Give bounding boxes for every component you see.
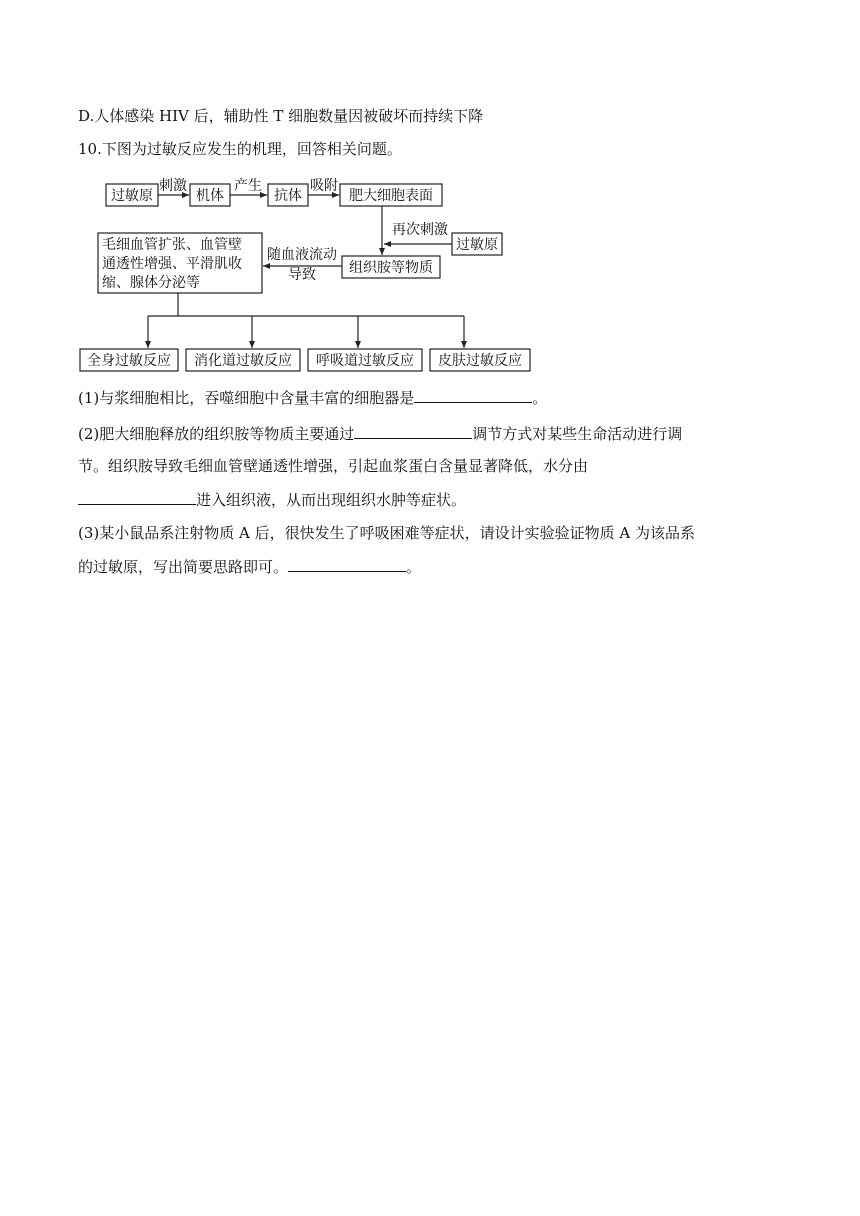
q1-answer-blank[interactable]: [414, 387, 532, 403]
label-blood-flow-1: 随血液流动: [267, 247, 337, 263]
q2-line3-text: 进入组织液，从而出现组织水肿等症状。: [196, 491, 467, 509]
label-antibody: 抗体: [274, 188, 302, 204]
q2-answer-blank-1[interactable]: [354, 423, 472, 439]
label-mast-cell-surface: 肥大细胞表面: [349, 188, 433, 204]
label-body: 机体: [196, 188, 224, 204]
question-1: [78, 387, 547, 408]
label-produce: 产生: [234, 178, 262, 194]
question-2-line-3: [78, 489, 466, 510]
question-2-line-1: [78, 423, 682, 444]
q3-answer-blank[interactable]: [288, 556, 406, 572]
label-effects-1: 毛细血管扩张、血管壁: [102, 237, 242, 253]
label-histamine: 组织胺等物质: [349, 260, 433, 276]
q2-text-b: 调节方式对某些生命活动进行调: [472, 425, 683, 443]
label-stimulate: 刺激: [159, 178, 187, 194]
question-10-stem: 10.下图为过敏反应发生的机理，回答相关问题。: [78, 140, 402, 158]
option-d: D.人体感染 HIV 后，辅助性 T 细胞数量因被破坏而持续下降: [78, 107, 484, 125]
label-effects-3: 缩、腺体分泌等: [102, 275, 200, 291]
label-out-respiratory: 呼吸道过敏反应: [316, 353, 414, 369]
q2-answer-blank-2[interactable]: [78, 489, 196, 505]
label-out-systemic: 全身过敏反应: [87, 353, 171, 369]
q1-text: (1)与浆细胞相比，吞噬细胞中含量丰富的细胞器是: [78, 389, 415, 407]
label-out-digestive: 消化道过敏反应: [194, 353, 292, 369]
allergy-mechanism-diagram: [0, 0, 860, 380]
label-adsorb: 吸附: [310, 178, 338, 194]
label-effects-2: 通透性增强、平滑肌收: [102, 256, 242, 272]
q1-end: 。: [532, 389, 548, 407]
label-out-skin: 皮肤过敏反应: [438, 353, 522, 369]
q3-end: 。: [406, 558, 422, 576]
question-2-line-2: 节。组织胺导致毛细血管壁通透性增强，引起血浆蛋白含量显著降低，水分由: [78, 457, 589, 475]
question-3-line-2: [78, 556, 421, 577]
label-allergen: 过敏原: [111, 188, 153, 204]
label-restimulate: 再次刺激: [392, 222, 448, 238]
q2-text-a: (2)肥大细胞释放的组织胺等物质主要通过: [78, 425, 355, 443]
label-blood-flow-2: 导致: [288, 267, 316, 283]
q3-line2-text: 的过敏原，写出简要思路即可。: [78, 558, 289, 576]
question-3-line-1: (3)某小鼠品系注射物质 A 后，很快发生了呼吸困难等症状，请设计实验验证物质 A 为该品系: [78, 524, 695, 542]
label-allergen-2: 过敏原: [456, 237, 498, 253]
